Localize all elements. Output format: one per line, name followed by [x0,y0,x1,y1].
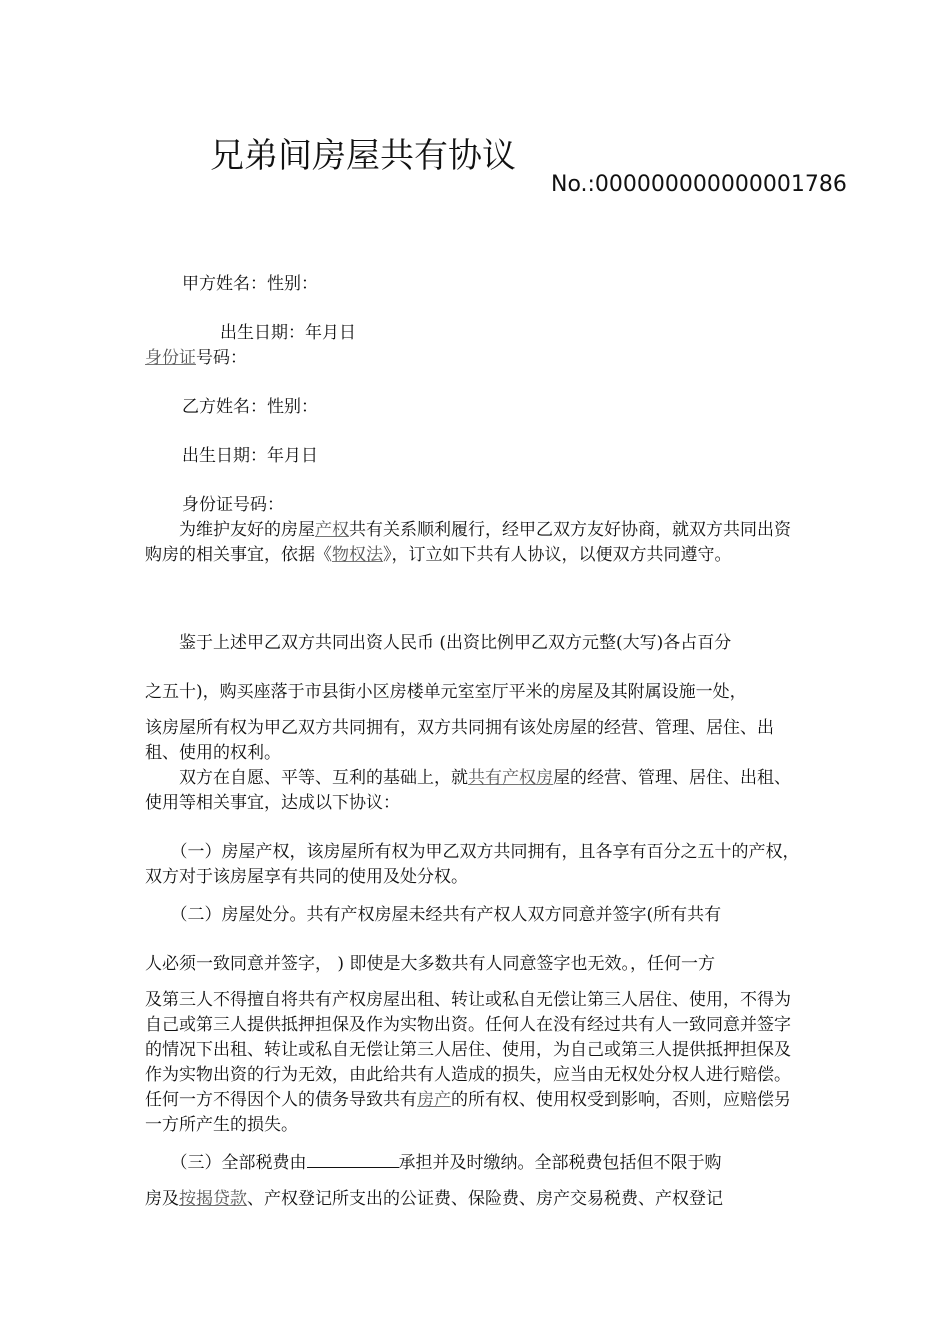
real-estate-link[interactable]: 房产 [417,1090,451,1110]
basis-text-b: 屋的经营、管理、居住、出租、使用等相关事宜，达成以下协议： [145,768,791,813]
intro-paragraph [145,518,805,568]
shared-property-link[interactable]: 共有产权房 [468,768,553,788]
party-b-birth-date: 出生日期：年月日 [182,446,318,466]
document-title: 兄弟间房屋共有协议 [210,136,516,176]
clause-2-text-a: 及第三人不得擅自将共有产权房屋出租、转让或私自无偿让第三人居住、使用，不得为自己或第三人提供抵押担保及作为实物出资。任何人在没有经过共有人一致同意并签字的情况下出租、转让或私自无偿让第三人居住、使用，为自己或第三人提供抵押担保及作为实物出资的行为无效，由此给共有人造成的损失，应当由无权处分权人进行赔偿。任何一方不得因个人的债务导致共有 [145,990,791,1110]
intro-text-c: 》，订立如下共有人协议，以便双方共同遵守。 [383,545,732,565]
basis-paragraph [145,766,805,816]
intro-text-a: 为维护友好的房屋 [145,520,315,540]
clause-3-line-1 [145,1151,722,1176]
clause-3-text-c: 房及 [145,1189,179,1209]
intro-text-b: 共有关系顺利履行，经甲乙双方友好协商，就双方共同出资购房的相关事宜，依据《 [145,520,791,565]
property-law-link[interactable]: 物权法 [332,545,383,565]
document-number: No.:000000000000001786 [551,172,847,197]
clause-3-text-a: （三）全部税费由 [145,1153,307,1173]
party-a-name-gender: 甲方姓名：性别： [182,274,318,294]
party-a-id-label: 号码： [196,348,247,368]
recital-line-1: 鉴于上述甲乙双方共同出资人民币 (出资比例甲乙双方元整(大写)各占百分 [145,633,732,653]
id-card-link[interactable]: 身份证 [145,348,196,368]
recital-line-2: 之五十)，购买座落于市县街小区房楼单元室室厅平米的房屋及其附属设施一处， [145,682,747,702]
party-b-name-gender: 乙方姓名：性别： [182,397,318,417]
clause-2-text-b: 的所有权、使用权受到影响，否则，应赔偿另一方所产生的损失。 [145,1090,791,1135]
party-a-id-number [145,346,247,371]
clause-2-line-1: （二）房屋处分。共有产权房屋未经共有产权人双方同意并签字(所有共有 [145,905,722,925]
basis-text-a: 双方在自愿、平等、互利的基础上，就 [145,768,468,788]
party-a-birth-date: 出生日期：年月日 [220,323,356,343]
clause-3-text-b: 承担并及时缴纳。全部税费包括但不限于购 [398,1153,722,1173]
clause-2-body [145,988,805,1138]
party-b-id-number: 身份证号码： [182,495,284,515]
clause-3-line-2 [145,1187,723,1212]
clause-3-text-d: 、产权登记所支出的公证费、保险费、房产交易税费、产权登记 [247,1189,723,1209]
clause-1: （一）房屋产权，该房屋所有权为甲乙双方共同拥有，且各享有百分之五十的产权，双方对于该房屋享有共同的使用及处分权。 [145,842,800,887]
tax-payer-blank[interactable] [307,1151,399,1168]
recital-line-3: 该房屋所有权为甲乙双方共同拥有，双方共同拥有该处房屋的经营、管理、居住、出租、使用的权利。 [145,718,774,763]
property-rights-link[interactable]: 产权 [315,520,349,540]
clause-2-line-2: 人必须一致同意并签字， ) 即使是大多数共有人同意签字也无效。，任何一方 [145,954,715,974]
mortgage-loan-link[interactable]: 按揭贷款 [179,1189,247,1209]
